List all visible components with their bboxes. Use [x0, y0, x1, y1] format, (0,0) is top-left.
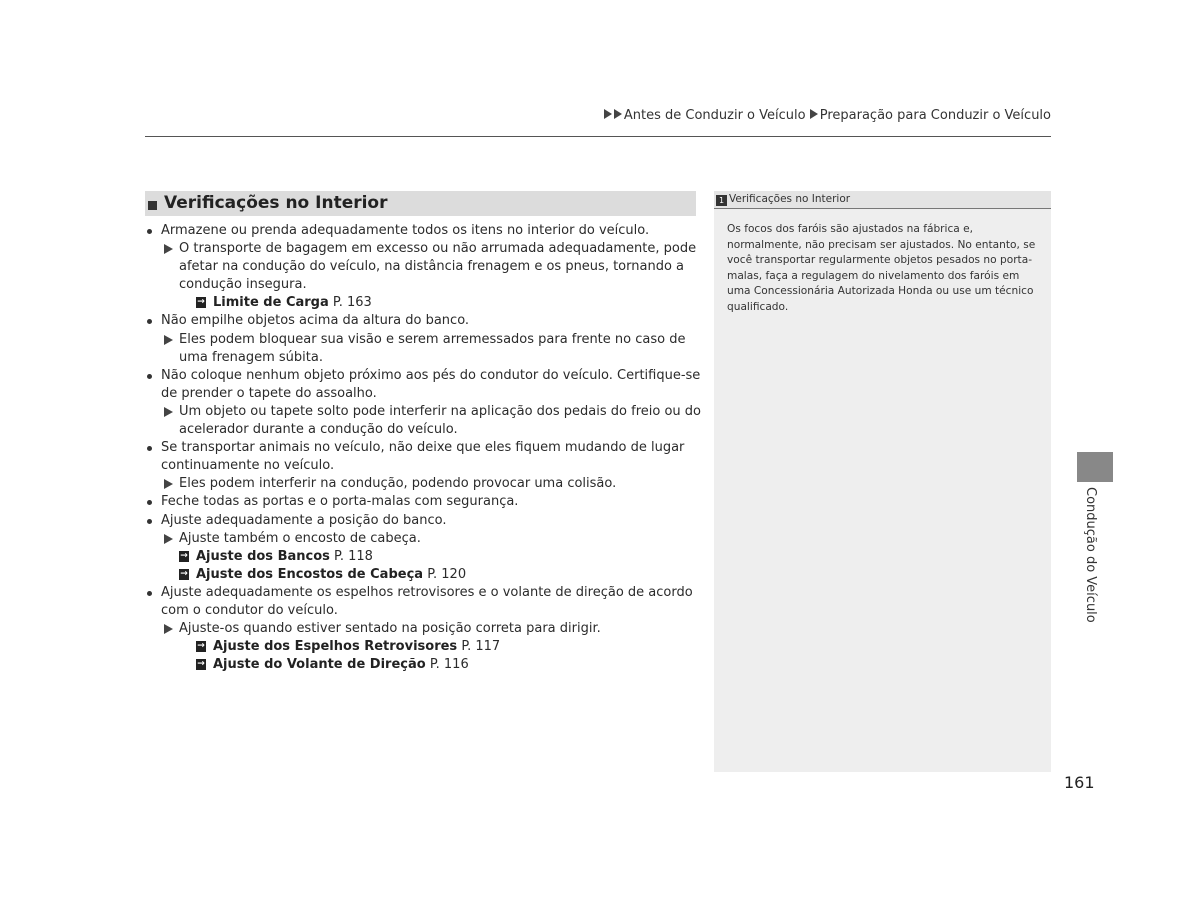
sidebar-text: Os focos dos faróis são ajustados na fábrica e, normalmente, não precisam ser ajustados. No entanto, se você transportar regularmente objetos pesados no porta-malas, faça a regulagem do nivelamento dos faróis em uma Concessionária Autorizada Honda ou use um técnico qualificado. [727, 223, 1036, 313]
reference-title: Ajuste do Volante de Direção [213, 657, 426, 673]
bullet-item [145, 512, 705, 530]
sub-item [145, 331, 705, 367]
reference-page: P. 163 [332, 295, 372, 311]
chapter-tab[interactable] [1077, 452, 1113, 482]
square-bullet-icon [148, 201, 157, 210]
breadcrumb-item-2[interactable]: Preparação para Conduzir o Veículo [819, 108, 1051, 123]
bullet-dot-icon [147, 591, 152, 596]
page-reference-link[interactable] [145, 656, 705, 674]
section-title: Verificações no Interior [164, 193, 388, 213]
note-number-icon: 1 [716, 195, 727, 206]
reference-arrow-icon: → [180, 568, 188, 579]
reference-arrow-icon: → [197, 297, 205, 308]
arrow-icon [614, 109, 622, 119]
reference-arrow-icon: → [197, 641, 205, 652]
bullet-text: Não coloque nenhum objeto próximo aos pés do condutor do veículo. Certifique-se de prender o tapete do assoalho. [161, 367, 701, 401]
reference-page: P. 117 [461, 639, 501, 655]
bullet-dot-icon [147, 374, 152, 379]
reference-title: Ajuste dos Encostos de Cabeça [196, 566, 424, 582]
bullet-text: Se transportar animais no veículo, não deixe que eles fiquem mudando de lugar continuamente no veículo. [161, 440, 685, 474]
bullet-item [145, 493, 705, 511]
bullet-text: Ajuste adequadamente a posição do banco. [161, 512, 447, 528]
sub-item-text: Ajuste-os quando estiver sentado na posição correta para dirigir. [179, 621, 601, 637]
sidebar-header-title: Verificações no Interior [729, 193, 851, 205]
sub-item-text: Eles podem interferir na condução, podendo provocar uma colisão. [179, 476, 617, 492]
sidebar-note [714, 191, 1051, 772]
sub-item [145, 240, 705, 294]
bullet-text: Armazene ou prenda adequadamente todos os itens no interior do veículo. [161, 223, 650, 238]
bullet-dot-icon [147, 519, 152, 524]
triangle-arrow-icon [164, 534, 173, 544]
reference-page: P. 118 [334, 548, 373, 564]
reference-arrow-icon: → [197, 659, 205, 670]
page-reference-link[interactable] [145, 294, 705, 312]
bullet-item [145, 439, 705, 475]
sub-item [145, 475, 705, 493]
page-reference-link[interactable] [145, 638, 705, 656]
triangle-arrow-icon [164, 479, 173, 489]
bullet-item [145, 367, 705, 403]
reference-arrow-icon: → [180, 550, 188, 561]
triangle-arrow-icon [164, 407, 173, 417]
reference-title: Ajuste dos Bancos [196, 548, 330, 564]
chapter-tab-label: Condução do Veículo [1083, 487, 1098, 623]
page-reference-link[interactable] [145, 566, 705, 584]
arrow-icon [604, 109, 612, 119]
breadcrumb-item-1[interactable]: Antes de Conduzir o Veículo [623, 108, 806, 123]
triangle-arrow-icon [164, 335, 173, 345]
bullet-item [145, 222, 705, 240]
sub-item [145, 620, 705, 638]
bullet-item [145, 584, 705, 620]
bullet-dot-icon [147, 319, 152, 324]
bullet-dot-icon [147, 229, 152, 234]
sub-item-text: Um objeto ou tapete solto pode interferir na aplicação dos pedais do freio ou do acelerador durante a condução do veículo. [179, 403, 701, 438]
breadcrumb [600, 108, 1051, 123]
bullet-dot-icon [147, 446, 152, 451]
bullet-text: Ajuste adequadamente os espelhos retrovisores e o volante de direção de acordo com o condutor do veículo. [161, 584, 693, 618]
bullet-text: Não empilhe objetos acima da altura do banco. [161, 313, 470, 329]
reference-title: Limite de Carga [213, 295, 329, 311]
bullet-item [145, 312, 705, 330]
bullet-text: Feche todas as portas e o porta-malas com segurança. [161, 494, 519, 510]
sub-item-text: Eles podem bloquear sua visão e serem arremessados para frente no caso de uma frenagem súbita. [179, 331, 686, 365]
sub-item-text: Ajuste também o encosto de cabeça. [179, 530, 421, 546]
triangle-arrow-icon [164, 624, 173, 634]
sub-item [145, 403, 705, 439]
reference-page: P. 120 [427, 566, 467, 582]
page-number: 161 [1064, 773, 1095, 792]
page-reference-link[interactable] [145, 548, 705, 566]
body-content [145, 222, 705, 674]
bullet-dot-icon [147, 500, 152, 505]
sub-item [145, 530, 705, 548]
sidebar-header [714, 191, 1051, 209]
section-header [145, 191, 696, 216]
triangle-arrow-icon [164, 244, 173, 254]
sub-item-text: O transporte de bagagem em excesso ou não arrumada adequadamente, pode afetar na condução do veículo, na distância frenagem e os pneus, tornando a condução insegura. [179, 241, 697, 293]
reference-page: P. 116 [429, 657, 469, 673]
arrow-icon [810, 109, 818, 119]
header-divider [145, 136, 1051, 137]
reference-title: Ajuste dos Espelhos Retrovisores [213, 639, 458, 655]
